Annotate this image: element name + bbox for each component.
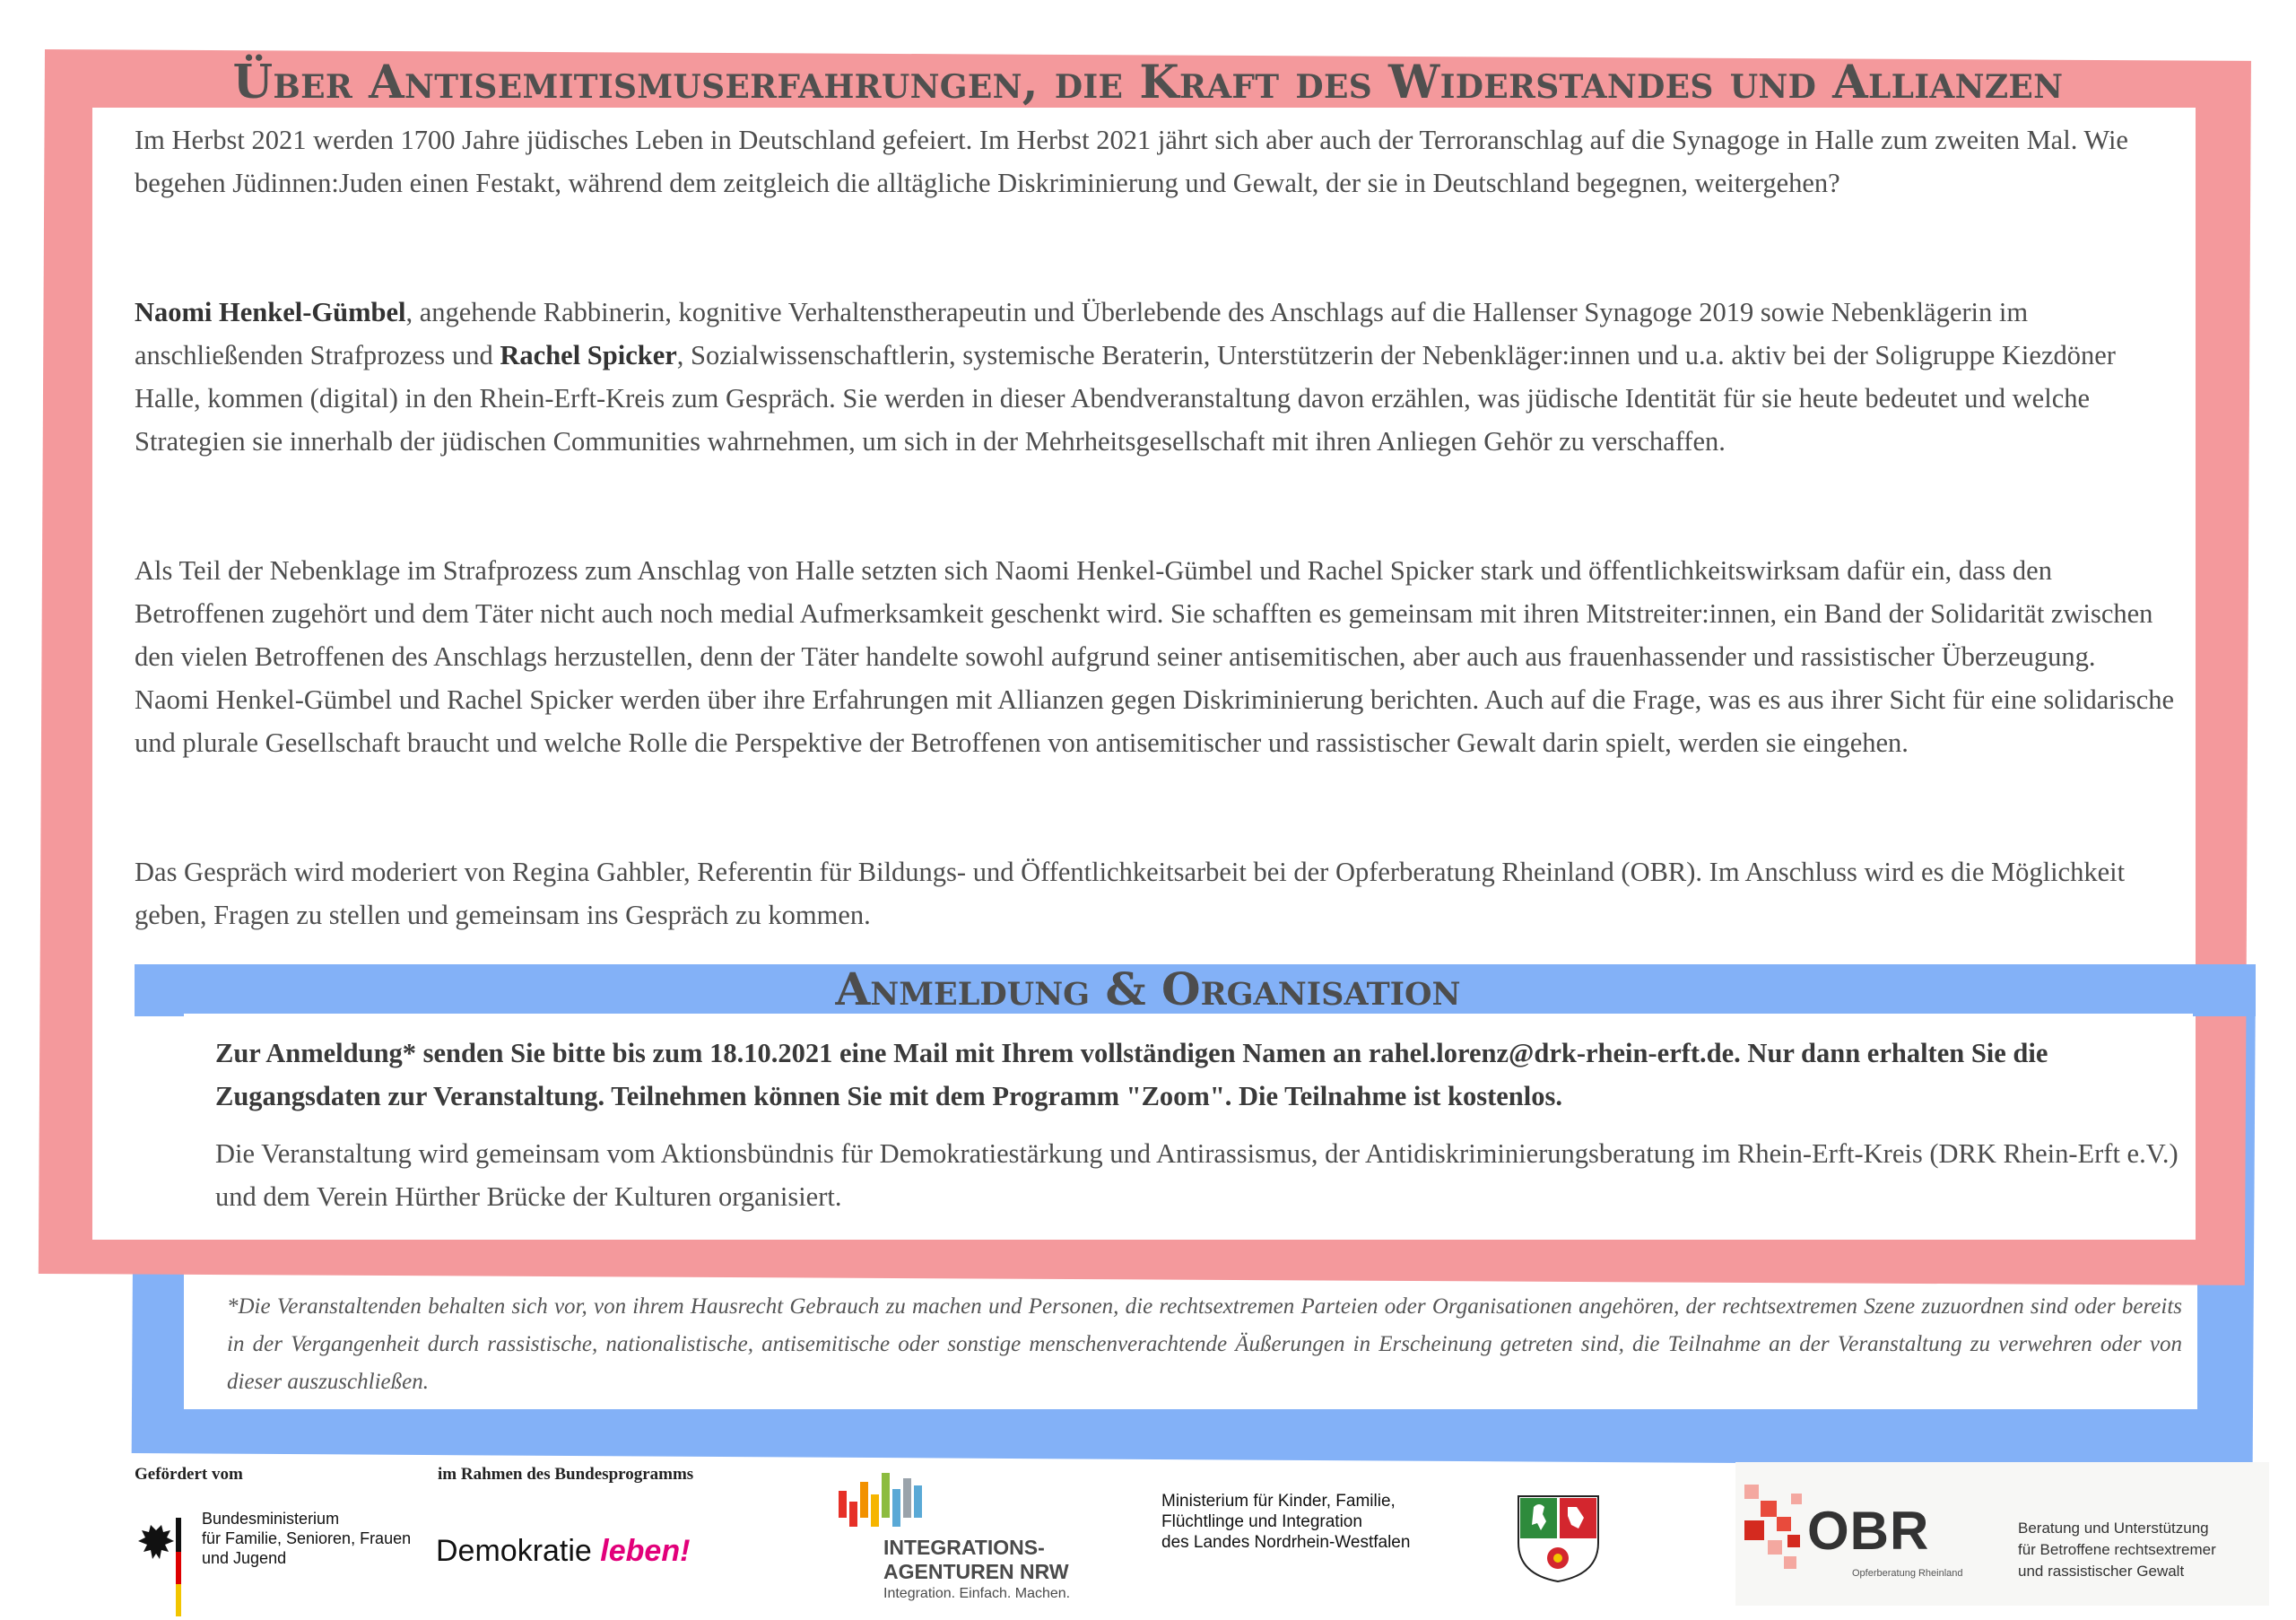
obr-description <box>2018 1518 2216 1582</box>
obr-logo-text: OBR <box>1807 1501 1930 1561</box>
funded-by-label: Gefördert vom <box>135 1465 243 1484</box>
speaker-text-1: , angehende Rabbinerin, kognitive Verhaltenstherapeutin und Überlebende des Anschlags auf die Hallenser Synagoge 2019 sowie Nebenklägerin im anschließenden Strafprozess und <box>135 297 2029 370</box>
integration-agenturen-logo <box>883 1536 1070 1604</box>
speaker-name-2: Rachel Spicker <box>500 340 677 370</box>
obr-desc-line-3: und rassistischer Gewalt <box>2018 1563 2185 1580</box>
obr-desc-line-1: Beratung und Unterstützung <box>2018 1520 2209 1537</box>
demokratie-leben-logo <box>436 1534 690 1569</box>
eagle-icon <box>133 1518 187 1616</box>
ministry-line-1: Ministerium für Kinder, Familie, <box>1161 1492 1396 1511</box>
integration-tagline: Integration. Einfach. Machen. <box>883 1586 1071 1601</box>
registration-heading: Anmeldung & Organisation <box>835 962 1461 1015</box>
moderation-paragraph: Das Gespräch wird moderiert von Regina Gahbler, Referentin für Bildungs- und Öffentlichkeitsarbeit bei der Opferberatung Rheinland (OBR). Im Anschluss wird es die Möglichkeit geben, Fragen zu stellen und gemeinsam ins Gespräch zu kommen. <box>135 857 2126 930</box>
leben-text: leben! <box>600 1534 691 1568</box>
intro-paragraph: Im Herbst 2021 werden 1700 Jahre jüdisches Leben in Deutschland gefeiert. Im Herbst 2021 jährt sich aber auch der Terroranschlag auf die Synagoge in Halle zum zweiten Mal. Wie begehen Jüdinnen:Juden einen Festakt, während dem zeitgleich die alltägliche Diskriminierung und Gewalt, der sie in Deutschland begegnen, weitergehen? <box>135 125 2128 198</box>
obr-desc-line-2: für Betroffene rechtsextremer <box>2018 1541 2216 1558</box>
federal-eagle-logo <box>133 1518 187 1618</box>
bmfsfj-line-3: und Jugend <box>202 1549 287 1567</box>
nrw-ministry-text <box>1161 1491 1410 1553</box>
integration-line-1: INTEGRATIONS- <box>883 1536 1045 1559</box>
bmfsfj-logo-text <box>202 1509 411 1568</box>
obr-pixel-mark <box>1744 1485 1807 1574</box>
bmfsfj-line-2: für Familie, Senioren, Frauen <box>202 1529 412 1547</box>
speaker-text-2: , Sozialwissenschaftlerin, systemische Beraterin, Unterstützerin der Nebenkläger:innen und u.a. aktiv bei der Soligruppe Kiezdöner Halle, kommen (digital) in den Rhein-Erft-Kreis zum Gespräch. Sie werden in dieser Abendveranstaltung davon erzählen, was jüdische Identität für sie heute bedeutet und welche Strategien sie innerhalb der jüdischen Communities wahrnehmen, um sich in der Mehrheitsgesellschaft mit ihren Anliegen Gehör zu verschaffen. <box>135 340 2116 457</box>
nrw-coat-of-arms <box>1516 1494 1601 1583</box>
coat-of-arms-icon <box>1516 1494 1601 1583</box>
footnote: *Die Veranstaltenden behalten sich vor, von ihrem Hausrecht Gebrauch zu machen und Personen, die rechtsextremen Parteien oder Organisationen angehören, der rechtsextremen Szene zuzuordnen sind oder bereits in der Vergangenheit durch rassistische, nationalistische, antisemitische oder sonstige menschenverachtende Äußerungen in Erscheinung getreten sind, die Teilnahme an der Veranstaltung zu verwehren oder von dieser auszuschließen. <box>227 1294 2182 1394</box>
speakers-paragraph <box>135 291 2175 463</box>
integration-bars-logo <box>839 1473 946 1536</box>
demokratie-text: Demokratie <box>436 1534 592 1568</box>
integration-line-2: AGENTUREN NRW <box>883 1560 1069 1583</box>
registration-text: Zur Anmeldung* senden Sie bitte bis zum 18.10.2021 eine Mail mit Ihrem vollständigen Namen an rahel.lorenz@drk-rhein-erft.de. Nur dann erhalten Sie die Zugangsdaten zur Veranstaltung. Teilnehmen können Sie mit dem Programm "Zoom". Die Teilnahme ist kostenlos. <box>215 1038 2048 1111</box>
program-label: im Rahmen des Bundesprogramms <box>438 1465 694 1484</box>
page-title: Über Antisemitismuserfahrungen, die Kraft des Widerstandes und Allianzen <box>232 56 2064 109</box>
alliance-paragraph: Als Teil der Nebenklage im Strafprozess zum Anschlag von Halle setzten sich Naomi Henkel-Gümbel und Rachel Spicker stark und öffentlichkeitswirksam dafür ein, dass den Betroffenen zugehört und dem Täter nicht auch noch medial Aufmerksamkeit geschenkt wird. Sie schafften es gemeinsam mit ihren Mitstreiter:innen, ein Band der Solidarität zwischen den vielen Betroffenen des Anschlags herzustellen, denn der Täter handelte sowohl aufgrund seiner antisemitischen, aber auch aus frauenhassender und rassistischer Überzeugung. Naomi Henkel-Gümbel und Rachel Spicker werden über ihre Erfahrungen mit Allianzen gegen Diskriminierung berichten. Auch auf die Frage, was es aus ihrer Sicht für eine solidarische und plurale Gesellschaft braucht und welche Rolle die Perspektive der Betroffenen von antisemitischer und rassistischer Gewalt darin spielt, werden sie eingehen. <box>135 555 2175 758</box>
bars-icon <box>839 1473 946 1536</box>
ministry-line-2: Flüchtlinge und Integration <box>1161 1512 1362 1531</box>
bmfsfj-line-1: Bundesministerium <box>202 1510 340 1528</box>
speaker-name-1: Naomi Henkel-Gümbel <box>135 297 406 327</box>
ministry-line-3: des Landes Nordrhein-Westfalen <box>1161 1533 1411 1552</box>
organisation-text: Die Veranstaltung wird gemeinsam vom Aktionsbündnis für Demokratiestärkung und Antirassismus, der Antidiskriminierungsberatung im Rhein-Erft-Kreis (DRK Rhein-Erft e.V.) und dem Verein Hürther Brücke der Kulturen organisiert. <box>215 1138 2179 1212</box>
pixel-squares-icon <box>1744 1485 1807 1574</box>
obr-subtitle: Opferberatung Rheinland <box>1852 1568 1963 1579</box>
